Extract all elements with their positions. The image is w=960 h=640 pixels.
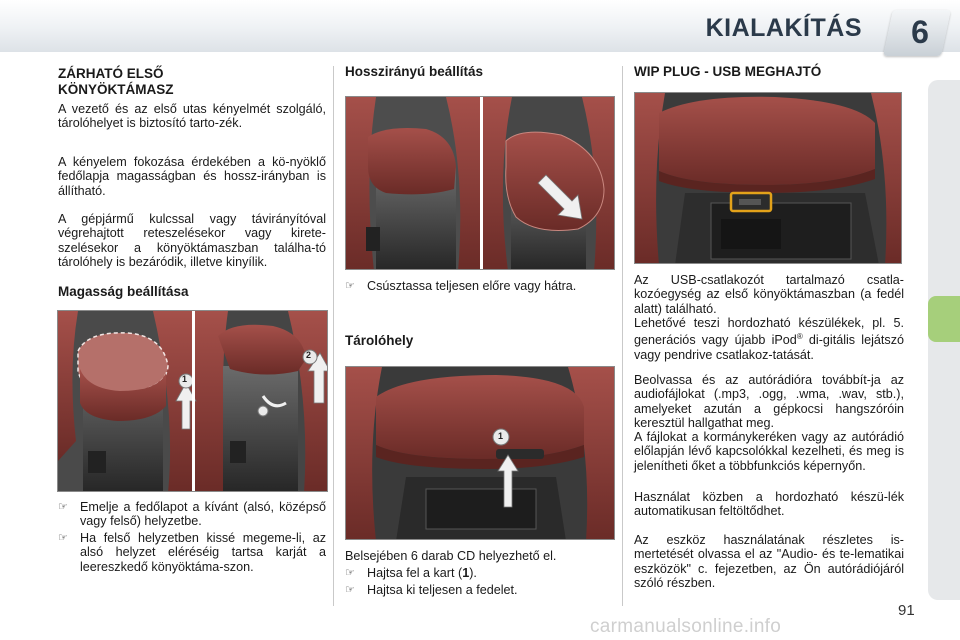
usb-heading: WIP PLUG - USB MEGHAJTÓ	[634, 64, 822, 79]
usb-reference: Az eszköz használatának részletes is-mertetését olvassa el az "Audio- és te-lematikai eszközök" c. fejezetben, az Ön autórádiójáról szóló részben.	[634, 533, 904, 591]
storage-heading: Tárolóhely	[345, 333, 414, 348]
usb-location: Az USB-csatlakozót tartalmazó csatla-kozóegység az első könyöktámaszban (a fedél alatt) található.	[634, 273, 904, 316]
storage-bullet-1: ☞ Hajtsa fel a kart (1).	[345, 566, 477, 580]
storage-photo	[345, 366, 615, 540]
height-adjust-illustration	[58, 311, 328, 492]
usb-controls: A fájlokat a kormánykeréken vagy az autórádió előlapján lévő kapcsolókkal kezelheti, és meg is jelenítheti őket a többfunkciós képernyőn.	[634, 430, 904, 473]
armrest-locking: A gépjármű kulcssal vagy távirányítóval végrehajtott reteszelésekor vagy kirete-szelésekor a könyöktámaszban találha-tó tárolóhely is bezáródik, illetve kinyílik.	[58, 212, 326, 270]
longitudinal-photo	[345, 96, 615, 270]
height-bullet-1: ☞ Emelje a fedőlapot a kívánt (alsó, középső vagy felső) helyzetbe.	[58, 500, 326, 529]
column-divider	[333, 66, 334, 606]
usb-charging: Használat közben a hordozható készü-lék automatikusan feltöltődhet.	[634, 490, 904, 519]
pointing-hand-icon: ☞	[345, 280, 355, 292]
armrest-intro: A vezető és az első utas kényelmét szolgáló, tárolóhelyet is biztosító tarto-zék.	[58, 102, 326, 131]
storage-callout-1: 1	[498, 431, 504, 441]
longitudinal-bullet: ☞ Csúsztassa teljesen előre vagy hátra.	[345, 279, 577, 293]
usb-playback: Beolvassa és az autórádióra továbbít-ja az audiofájlokat (.mp3, .ogg, .wma, .wav, stb.), amelyeket azután a gépkocsi hangszóróin keresztül hallgathat meg.	[634, 373, 904, 431]
height-adjust-photo	[57, 310, 328, 492]
usb-photo	[634, 92, 902, 264]
armrest-heading-line1: ZÁRHATÓ ELSŐ	[58, 66, 164, 81]
pointing-hand-icon: ☞	[345, 567, 355, 579]
watermark: carmanualsonline.info	[590, 616, 782, 637]
page-number: 91	[898, 602, 915, 619]
storage-text: Belsejében 6 darab CD helyezhető el.	[345, 549, 557, 563]
chapter-number: 6	[911, 14, 929, 50]
armrest-heading-line2: KÖNYÖKTÁMASZ	[58, 82, 174, 97]
height-bullet-2: ☞ Ha felső helyzetben kissé megeme-li, az alsó helyzet eléréséig tartsa karját a leereszkedő könyöktáma-szon.	[58, 531, 326, 574]
usb-illustration	[635, 93, 902, 264]
pointing-hand-icon: ☞	[345, 584, 355, 596]
storage-bullet-2: ☞ Hajtsa ki teljesen a fedelet.	[345, 583, 518, 597]
usb-compatibility: Lehetővé teszi hordozható készülékek, pl. 5. generációs vagy újabb iPod® di-gitális lejátszó vagy pendrive csatlakoz-tatását.	[634, 316, 904, 362]
storage-illustration	[346, 367, 615, 540]
pointing-hand-icon: ☞	[58, 501, 68, 513]
side-chapter-marker	[928, 296, 960, 342]
longitudinal-heading: Hosszirányú beállítás	[345, 64, 484, 79]
height-adjust-heading: Magasság beállítása	[58, 284, 189, 299]
armrest-comfort: A kényelem fokozása érdekében a kö-nyöklő fedőlapja magasságban és hossz-irányban is állítható.	[58, 155, 326, 198]
page-title: KIALAKÍTÁS	[705, 14, 862, 42]
callout-2: 2	[306, 350, 312, 360]
longitudinal-illustration	[346, 97, 615, 270]
pointing-hand-icon: ☞	[58, 532, 68, 544]
column-divider	[622, 66, 623, 606]
callout-1: 1	[182, 374, 188, 384]
armrest-heading	[58, 66, 328, 98]
